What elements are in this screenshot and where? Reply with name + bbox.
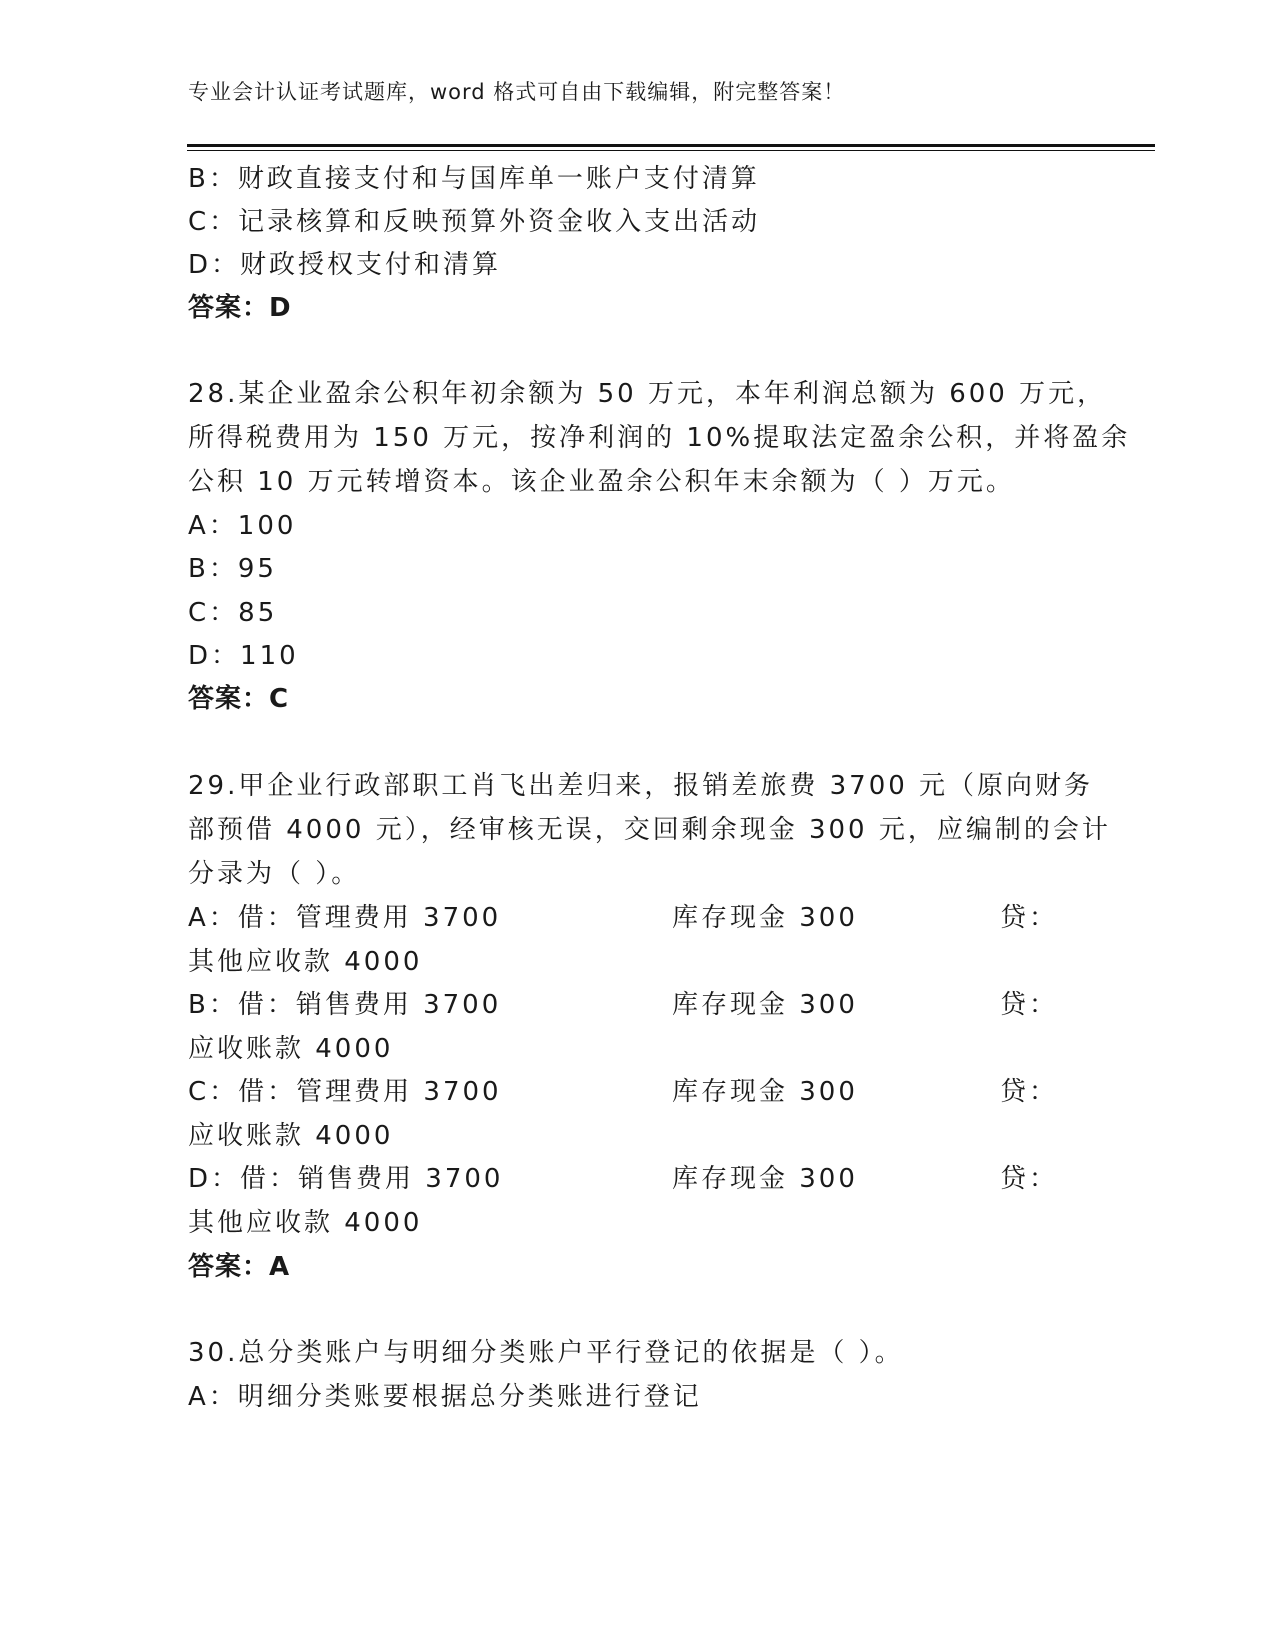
q29-option-c-debit: C：借：管理费用 3700 bbox=[188, 1077, 502, 1107]
q29-option-c-cash: 库存现金 300 bbox=[672, 1077, 858, 1107]
q29-option-a-credit-account: 其他应收款 4000 bbox=[188, 947, 423, 977]
q29-option-d-cash: 库存现金 300 bbox=[672, 1164, 858, 1194]
q27-option-c: C：记录核算和反映预算外资金收入支出活动 bbox=[188, 207, 761, 237]
q27-option-d: D：财政授权支付和清算 bbox=[188, 250, 502, 280]
header-rule-thin bbox=[187, 150, 1155, 151]
q27-option-b: B：财政直接支付和与国库单一账户支付清算 bbox=[188, 164, 760, 194]
q28-stem-line-1: 28.某企业盈余公积年初余额为 50 万元，本年利润总额为 600 万元， bbox=[188, 379, 1107, 409]
q28-option-a: A：100 bbox=[188, 511, 297, 541]
q28-answer: 答案：C bbox=[188, 684, 290, 714]
q29-stem-line-2: 部预借 4000 元），经审核无误，交回剩余现金 300 元，应编制的会计 bbox=[188, 815, 1111, 845]
q29-option-a-cash: 库存现金 300 bbox=[672, 903, 858, 933]
q29-option-c-credit-account: 应收账款 4000 bbox=[188, 1121, 394, 1151]
q29-option-d-credit: 贷： bbox=[1000, 1164, 1059, 1194]
q28-option-c: C：85 bbox=[188, 598, 278, 628]
q29-option-c-credit: 贷： bbox=[1000, 1077, 1059, 1107]
q28-option-d: D：110 bbox=[188, 641, 299, 671]
q29-option-b-cash: 库存现金 300 bbox=[672, 990, 858, 1020]
q29-option-d-credit-account: 其他应收款 4000 bbox=[188, 1208, 423, 1238]
q29-option-b-credit-account: 应收账款 4000 bbox=[188, 1034, 394, 1064]
q29-option-a-debit: A：借：管理费用 3700 bbox=[188, 903, 502, 933]
q28-stem-line-2: 所得税费用为 150 万元，按净利润的 10%提取法定盈余公积，并将盈余 bbox=[188, 423, 1131, 453]
q30-stem: 30.总分类账户与明细分类账户平行登记的依据是（ ）。 bbox=[188, 1338, 904, 1368]
header-rule-thick bbox=[187, 144, 1155, 147]
q28-option-b: B：95 bbox=[188, 554, 277, 584]
q29-option-b-credit: 贷： bbox=[1000, 990, 1059, 1020]
q29-answer: 答案：A bbox=[188, 1252, 291, 1282]
page-header: 专业会计认证考试题库，word 格式可自由下载编辑，附完整答案！ bbox=[188, 80, 846, 104]
q27-answer: 答案：D bbox=[188, 293, 292, 323]
q29-option-d-debit: D：借：销售费用 3700 bbox=[188, 1164, 504, 1194]
q29-option-b-debit: B：借：销售费用 3700 bbox=[188, 990, 502, 1020]
q29-stem-line-3: 分录为（ ）。 bbox=[188, 859, 361, 889]
q28-stem-line-3: 公积 10 万元转增资本。该企业盈余公积年末余额为（ ）万元。 bbox=[188, 467, 1015, 497]
q30-option-a: A：明细分类账要根据总分类账进行登记 bbox=[188, 1382, 702, 1412]
q29-stem-line-1: 29.甲企业行政部职工肖飞出差归来，报销差旅费 3700 元（原向财务 bbox=[188, 771, 1094, 801]
q29-option-a-credit: 贷： bbox=[1000, 903, 1059, 933]
